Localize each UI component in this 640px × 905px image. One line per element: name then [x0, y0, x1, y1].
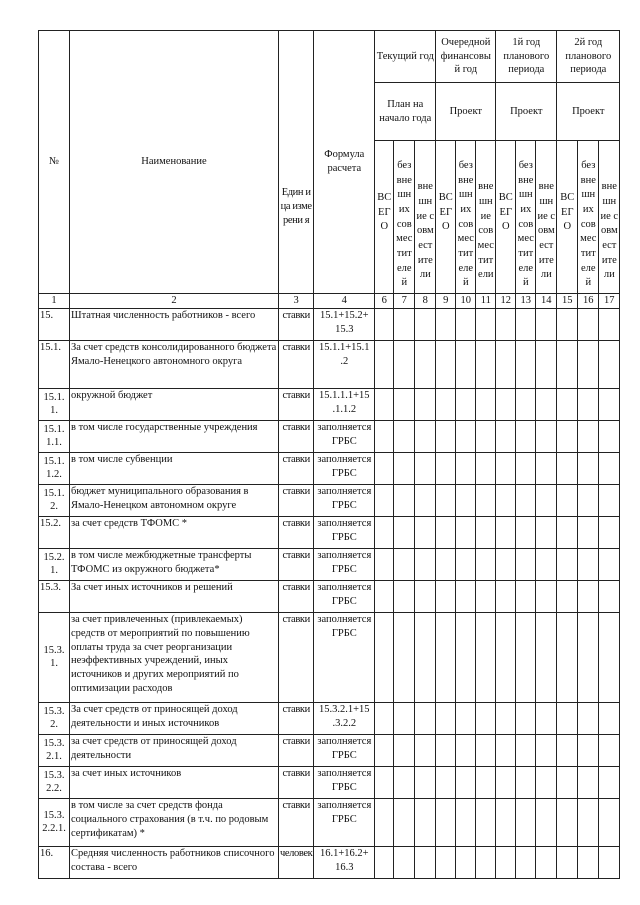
- value-cell[interactable]: [476, 340, 496, 388]
- value-cell[interactable]: [557, 548, 578, 580]
- value-cell[interactable]: [536, 734, 557, 766]
- row-formula: заполняется ГРБС: [314, 734, 375, 766]
- row-name: Штатная численность работников - всего: [70, 308, 279, 340]
- value-cell[interactable]: [415, 734, 436, 766]
- column-number: 2: [70, 294, 279, 309]
- value-cell[interactable]: [415, 580, 436, 612]
- value-cell[interactable]: [536, 420, 557, 452]
- row-name: за счет средств от приносящей доход деятельности: [70, 734, 279, 766]
- row-name: в том числе субвенции: [70, 452, 279, 484]
- column-number: 1: [39, 294, 70, 309]
- value-cell[interactable]: [578, 388, 599, 420]
- value-cell[interactable]: [415, 420, 436, 452]
- table-row: [39, 846, 620, 878]
- value-cell[interactable]: [496, 420, 516, 452]
- value-cell[interactable]: [557, 452, 578, 484]
- value-cell[interactable]: [456, 548, 476, 580]
- sub-ext-1: внешние совместители: [415, 141, 436, 294]
- row-num: 15.3. 2.1.: [39, 734, 70, 766]
- period-plan2: 2й год планового периода: [557, 31, 620, 83]
- value-cell[interactable]: [476, 548, 496, 580]
- table-row: [39, 548, 620, 580]
- value-cell[interactable]: [557, 734, 578, 766]
- table-row: [39, 798, 620, 846]
- value-cell[interactable]: [496, 340, 516, 388]
- column-number: 14: [536, 294, 557, 309]
- value-cell[interactable]: [536, 766, 557, 798]
- value-cell[interactable]: [599, 308, 620, 340]
- row-num: 15.1. 2.: [39, 484, 70, 516]
- value-cell[interactable]: [375, 340, 394, 388]
- column-number: 13: [516, 294, 536, 309]
- value-cell[interactable]: [557, 612, 578, 702]
- value-cell[interactable]: [375, 798, 394, 846]
- column-number: 3: [279, 294, 314, 309]
- value-cell[interactable]: [375, 516, 394, 548]
- value-cell[interactable]: [557, 484, 578, 516]
- value-cell[interactable]: [578, 452, 599, 484]
- value-cell[interactable]: [394, 548, 415, 580]
- row-formula: 16.1+16.2+ 16.3: [314, 846, 375, 878]
- staffing-table: [38, 30, 620, 879]
- value-cell[interactable]: [476, 484, 496, 516]
- value-cell[interactable]: [456, 580, 476, 612]
- value-cell[interactable]: [578, 308, 599, 340]
- column-number: 7: [394, 294, 415, 309]
- value-cell[interactable]: [456, 420, 476, 452]
- value-cell[interactable]: [516, 612, 536, 702]
- value-cell[interactable]: [436, 452, 456, 484]
- value-cell[interactable]: [557, 420, 578, 452]
- row-formula: заполняется ГРБС: [314, 420, 375, 452]
- row-name: За счет иных источников и решений: [70, 580, 279, 612]
- value-cell[interactable]: [415, 308, 436, 340]
- value-cell[interactable]: [599, 484, 620, 516]
- value-cell[interactable]: [557, 388, 578, 420]
- value-cell[interactable]: [415, 484, 436, 516]
- row-num: 15.1. 1.2.: [39, 452, 70, 484]
- value-cell[interactable]: [436, 548, 456, 580]
- value-cell[interactable]: [476, 846, 496, 878]
- value-cell[interactable]: [436, 734, 456, 766]
- value-cell[interactable]: [496, 516, 516, 548]
- value-cell[interactable]: [557, 846, 578, 878]
- value-cell[interactable]: [599, 612, 620, 702]
- value-cell[interactable]: [375, 484, 394, 516]
- row-formula: заполняется ГРБС: [314, 548, 375, 580]
- value-cell[interactable]: [476, 766, 496, 798]
- table-row: [39, 580, 620, 612]
- value-cell[interactable]: [536, 580, 557, 612]
- row-unit: человек: [279, 846, 314, 878]
- sub-total-3: ВСЕГО: [496, 141, 516, 294]
- table-row: [39, 340, 620, 388]
- row-unit: ставки: [279, 766, 314, 798]
- row-formula: заполняется ГРБС: [314, 612, 375, 702]
- value-cell[interactable]: [516, 388, 536, 420]
- table-row: [39, 452, 620, 484]
- value-cell[interactable]: [375, 846, 394, 878]
- value-cell[interactable]: [516, 798, 536, 846]
- value-cell[interactable]: [557, 308, 578, 340]
- row-unit: ставки: [279, 420, 314, 452]
- value-cell[interactable]: [415, 846, 436, 878]
- table-body: [39, 308, 620, 878]
- value-cell[interactable]: [516, 484, 536, 516]
- value-cell[interactable]: [578, 846, 599, 878]
- value-cell[interactable]: [394, 420, 415, 452]
- table-row: [39, 766, 620, 798]
- row-name: бюджет муниципального образования в Ямало-Ненецком автономном округе: [70, 484, 279, 516]
- value-cell[interactable]: [456, 846, 476, 878]
- value-cell[interactable]: [394, 766, 415, 798]
- column-number: 10: [456, 294, 476, 309]
- row-unit: ставки: [279, 548, 314, 580]
- table-row: [39, 516, 620, 548]
- table-row: [39, 702, 620, 734]
- value-cell[interactable]: [394, 612, 415, 702]
- value-cell[interactable]: [415, 548, 436, 580]
- value-cell[interactable]: [415, 452, 436, 484]
- row-name: в том числе межбюджетные трансферты ТФОМС из окружного бюджета*: [70, 548, 279, 580]
- column-number: 15: [557, 294, 578, 309]
- row-unit: ставки: [279, 484, 314, 516]
- value-cell[interactable]: [375, 734, 394, 766]
- value-cell[interactable]: [394, 580, 415, 612]
- value-cell[interactable]: [536, 452, 557, 484]
- value-cell[interactable]: [578, 516, 599, 548]
- value-cell[interactable]: [394, 846, 415, 878]
- header-formula: Формула расчета: [314, 31, 375, 294]
- value-cell[interactable]: [476, 798, 496, 846]
- value-cell[interactable]: [516, 308, 536, 340]
- value-cell[interactable]: [599, 702, 620, 734]
- value-cell[interactable]: [436, 388, 456, 420]
- value-cell[interactable]: [394, 702, 415, 734]
- row-unit: ставки: [279, 702, 314, 734]
- value-cell[interactable]: [436, 846, 456, 878]
- value-cell[interactable]: [394, 798, 415, 846]
- value-cell[interactable]: [394, 516, 415, 548]
- value-cell[interactable]: [536, 516, 557, 548]
- row-num: 15.2. 1.: [39, 548, 70, 580]
- value-cell[interactable]: [578, 702, 599, 734]
- row-unit: ставки: [279, 580, 314, 612]
- value-cell[interactable]: [456, 388, 476, 420]
- row-formula: заполняется ГРБС: [314, 580, 375, 612]
- value-cell[interactable]: [456, 340, 476, 388]
- sub-total-4: ВСЕГО: [557, 141, 578, 294]
- value-cell[interactable]: [456, 484, 476, 516]
- row-unit: ставки: [279, 388, 314, 420]
- value-cell[interactable]: [516, 702, 536, 734]
- column-number: 6: [375, 294, 394, 309]
- value-cell[interactable]: [456, 452, 476, 484]
- row-unit: ставки: [279, 452, 314, 484]
- value-cell[interactable]: [456, 308, 476, 340]
- header-num: №: [39, 31, 70, 294]
- row-formula: заполняется ГРБС: [314, 798, 375, 846]
- period-plan1: 1й год планового периода: [496, 31, 557, 83]
- value-cell[interactable]: [496, 452, 516, 484]
- row-num: 15.3. 2.2.1.: [39, 798, 70, 846]
- row-num: 15.1.: [39, 340, 70, 388]
- value-cell[interactable]: [516, 420, 536, 452]
- value-cell[interactable]: [536, 388, 557, 420]
- value-cell[interactable]: [516, 580, 536, 612]
- row-num: 15.3.: [39, 580, 70, 612]
- row-num: 15.1. 1.1.: [39, 420, 70, 452]
- column-number: 4: [314, 294, 375, 309]
- value-cell[interactable]: [599, 734, 620, 766]
- row-name: за счет привлеченных (привлекаемых) средств от мероприятий по повышению оплаты труда за счет реорганизации неэффективных учреждений, иных источников и других мероприятий по оптимизации расходов: [70, 612, 279, 702]
- value-cell[interactable]: [375, 702, 394, 734]
- column-number-row: [39, 294, 620, 309]
- row-formula: 15.1+15.2+ 15.3: [314, 308, 375, 340]
- value-cell[interactable]: [456, 798, 476, 846]
- value-cell[interactable]: [394, 308, 415, 340]
- period-next: Очередной финансовы й год: [436, 31, 496, 83]
- value-cell[interactable]: [375, 452, 394, 484]
- sub-ext-2: внешние совместители: [476, 141, 496, 294]
- value-cell[interactable]: [578, 766, 599, 798]
- value-cell[interactable]: [476, 734, 496, 766]
- value-cell[interactable]: [536, 846, 557, 878]
- row-name: за счет иных источников: [70, 766, 279, 798]
- value-cell[interactable]: [516, 846, 536, 878]
- value-cell[interactable]: [456, 702, 476, 734]
- value-cell[interactable]: [536, 340, 557, 388]
- sub-without-ext-2: без внешних совместителей: [456, 141, 476, 294]
- value-cell[interactable]: [599, 798, 620, 846]
- row-unit: ставки: [279, 308, 314, 340]
- column-number: 8: [415, 294, 436, 309]
- row-num: 15.3. 2.2.: [39, 766, 70, 798]
- column-number: 11: [476, 294, 496, 309]
- row-name: За счет средств консолидированного бюджета Ямало-Ненецкого автономного округа: [70, 340, 279, 388]
- value-cell[interactable]: [375, 766, 394, 798]
- value-cell[interactable]: [456, 612, 476, 702]
- value-cell[interactable]: [496, 734, 516, 766]
- sub-without-ext-3: без внешних совместителей: [516, 141, 536, 294]
- value-cell[interactable]: [476, 702, 496, 734]
- row-num: 15.: [39, 308, 70, 340]
- value-cell[interactable]: [436, 702, 456, 734]
- value-cell[interactable]: [536, 548, 557, 580]
- value-cell[interactable]: [578, 484, 599, 516]
- column-number: 12: [496, 294, 516, 309]
- value-cell[interactable]: [375, 548, 394, 580]
- value-cell[interactable]: [496, 548, 516, 580]
- sub-without-ext-4: без внешних совместителей: [578, 141, 599, 294]
- row-name: За счет средств от приносящей доход деятельности и иных источников: [70, 702, 279, 734]
- value-cell[interactable]: [496, 388, 516, 420]
- value-cell[interactable]: [599, 766, 620, 798]
- table-row: [39, 612, 620, 702]
- value-cell[interactable]: [536, 484, 557, 516]
- value-cell[interactable]: [476, 420, 496, 452]
- value-cell[interactable]: [599, 340, 620, 388]
- value-cell[interactable]: [436, 516, 456, 548]
- value-cell[interactable]: [436, 580, 456, 612]
- row-name: окружной бюджет: [70, 388, 279, 420]
- value-cell[interactable]: [557, 340, 578, 388]
- row-num: 15.3. 1.: [39, 612, 70, 702]
- row-formula: заполняется ГРБС: [314, 484, 375, 516]
- row-num: 15.2.: [39, 516, 70, 548]
- value-cell[interactable]: [456, 766, 476, 798]
- value-cell[interactable]: [394, 452, 415, 484]
- value-cell[interactable]: [578, 734, 599, 766]
- value-cell[interactable]: [415, 702, 436, 734]
- value-cell[interactable]: [476, 308, 496, 340]
- value-cell[interactable]: [415, 766, 436, 798]
- value-cell[interactable]: [599, 420, 620, 452]
- value-cell[interactable]: [436, 766, 456, 798]
- value-cell[interactable]: [557, 766, 578, 798]
- sub-total-1: ВСЕГО: [375, 141, 394, 294]
- value-cell[interactable]: [557, 516, 578, 548]
- row-name: в том числе за счет средств фонда социального страхования (в т.ч. по родовым сертификатам) *: [70, 798, 279, 846]
- value-cell[interactable]: [394, 484, 415, 516]
- value-cell[interactable]: [394, 340, 415, 388]
- value-cell[interactable]: [599, 548, 620, 580]
- row-name: за счет средств ТФОМС *: [70, 516, 279, 548]
- value-cell[interactable]: [456, 516, 476, 548]
- value-cell[interactable]: [578, 612, 599, 702]
- value-cell[interactable]: [375, 580, 394, 612]
- value-cell[interactable]: [557, 702, 578, 734]
- row-name: Средняя численность работников списочного состава - всего: [70, 846, 279, 878]
- value-cell[interactable]: [415, 340, 436, 388]
- value-cell[interactable]: [578, 548, 599, 580]
- value-cell[interactable]: [599, 580, 620, 612]
- value-cell[interactable]: [436, 420, 456, 452]
- value-cell[interactable]: [557, 580, 578, 612]
- value-cell[interactable]: [536, 798, 557, 846]
- value-cell[interactable]: [375, 308, 394, 340]
- value-cell[interactable]: [536, 308, 557, 340]
- value-cell[interactable]: [516, 766, 536, 798]
- column-number: 9: [436, 294, 456, 309]
- period-next-sub: Проект: [436, 83, 496, 141]
- value-cell[interactable]: [496, 702, 516, 734]
- row-num: 15.1. 1.: [39, 388, 70, 420]
- value-cell[interactable]: [476, 612, 496, 702]
- value-cell[interactable]: [415, 798, 436, 846]
- table-row: [39, 388, 620, 420]
- sub-ext-3: внешние совместители: [536, 141, 557, 294]
- value-cell[interactable]: [394, 388, 415, 420]
- row-formula: заполняется ГРБС: [314, 766, 375, 798]
- value-cell[interactable]: [516, 548, 536, 580]
- value-cell[interactable]: [536, 702, 557, 734]
- value-cell[interactable]: [476, 580, 496, 612]
- value-cell[interactable]: [578, 580, 599, 612]
- value-cell[interactable]: [415, 516, 436, 548]
- value-cell[interactable]: [375, 612, 394, 702]
- row-unit: ставки: [279, 798, 314, 846]
- row-formula: заполняется ГРБС: [314, 516, 375, 548]
- value-cell[interactable]: [375, 420, 394, 452]
- value-cell[interactable]: [496, 766, 516, 798]
- value-cell[interactable]: [476, 388, 496, 420]
- value-cell[interactable]: [496, 308, 516, 340]
- value-cell[interactable]: [496, 846, 516, 878]
- value-cell[interactable]: [599, 846, 620, 878]
- value-cell[interactable]: [436, 340, 456, 388]
- table-row: [39, 734, 620, 766]
- value-cell[interactable]: [557, 798, 578, 846]
- table-row: [39, 308, 620, 340]
- value-cell[interactable]: [476, 516, 496, 548]
- value-cell[interactable]: [436, 798, 456, 846]
- value-cell[interactable]: [496, 484, 516, 516]
- sub-without-ext-1: без внешних совместителей: [394, 141, 415, 294]
- period-current: Текущий год: [375, 31, 436, 83]
- value-cell[interactable]: [415, 612, 436, 702]
- value-cell[interactable]: [456, 734, 476, 766]
- row-unit: ставки: [279, 734, 314, 766]
- value-cell[interactable]: [496, 798, 516, 846]
- value-cell[interactable]: [578, 340, 599, 388]
- value-cell[interactable]: [578, 798, 599, 846]
- value-cell[interactable]: [516, 340, 536, 388]
- header-unit: Един ица изме рени я: [279, 31, 314, 294]
- row-unit: ставки: [279, 612, 314, 702]
- value-cell[interactable]: [516, 516, 536, 548]
- value-cell[interactable]: [578, 420, 599, 452]
- value-cell[interactable]: [436, 484, 456, 516]
- period-plan1-sub: Проект: [496, 83, 557, 141]
- sub-ext-4: внешние совместители: [599, 141, 620, 294]
- row-formula: 15.1.1.1+15 .1.1.2: [314, 388, 375, 420]
- value-cell[interactable]: [536, 612, 557, 702]
- value-cell[interactable]: [599, 388, 620, 420]
- value-cell[interactable]: [496, 612, 516, 702]
- value-cell[interactable]: [599, 516, 620, 548]
- row-unit: ставки: [279, 340, 314, 388]
- value-cell[interactable]: [496, 580, 516, 612]
- period-current-sub: План на начало года: [375, 83, 436, 141]
- value-cell[interactable]: [476, 452, 496, 484]
- value-cell[interactable]: [415, 388, 436, 420]
- table-row: [39, 420, 620, 452]
- row-num: 16.: [39, 846, 70, 878]
- row-formula: 15.1.1+15.1 .2: [314, 340, 375, 388]
- header-name: Наименование: [70, 31, 279, 294]
- value-cell[interactable]: [394, 734, 415, 766]
- row-formula: 15.3.2.1+15 .3.2.2: [314, 702, 375, 734]
- value-cell[interactable]: [375, 388, 394, 420]
- table-row: [39, 484, 620, 516]
- column-number: 16: [578, 294, 599, 309]
- value-cell[interactable]: [599, 452, 620, 484]
- sub-total-2: ВСЕГО: [436, 141, 456, 294]
- period-plan2-sub: Проект: [557, 83, 620, 141]
- column-number: 17: [599, 294, 620, 309]
- row-num: 15.3. 2.: [39, 702, 70, 734]
- value-cell[interactable]: [436, 612, 456, 702]
- value-cell[interactable]: [516, 452, 536, 484]
- row-name: в том числе государственные учреждения: [70, 420, 279, 452]
- value-cell[interactable]: [516, 734, 536, 766]
- row-formula: заполняется ГРБС: [314, 452, 375, 484]
- value-cell[interactable]: [436, 308, 456, 340]
- row-unit: ставки: [279, 516, 314, 548]
